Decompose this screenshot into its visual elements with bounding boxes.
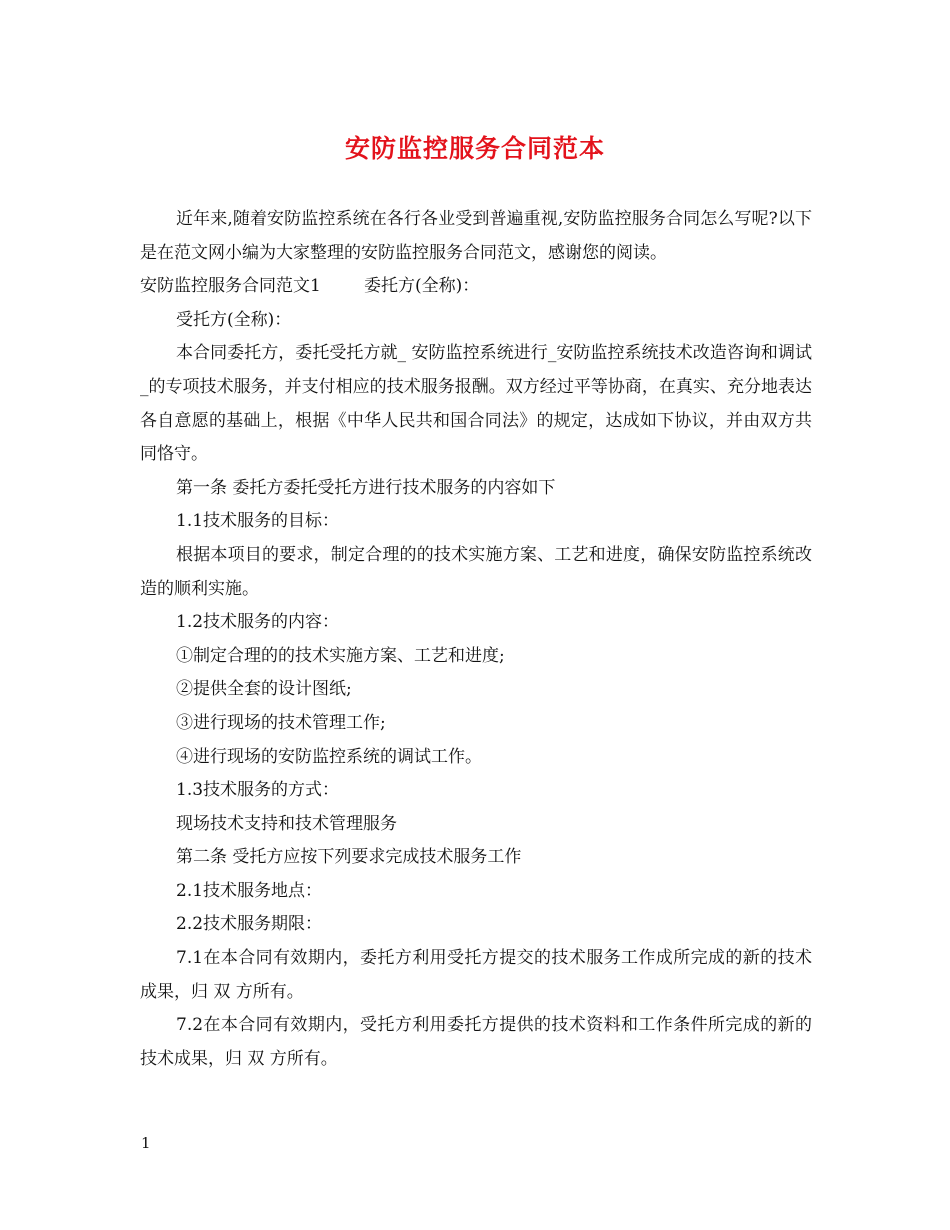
paragraph: 本合同委托方，委托受托方就_ 安防监控系统进行_安防监控系统技术改造咨询和调试_的专项技术服务，并支付相应的技术服务报酬。双方经过平等协商，在真实、充分地表达各自意愿的基础上，根据《中华人民共和国合同法》的规定，达成如下协议，并由双方共同恪守。 xyxy=(140,343,812,465)
paragraph: 第一条 委托方委托受托方进行技术服务的内容如下 xyxy=(176,477,556,498)
paragraph: 1.2技术服务的内容： xyxy=(176,612,340,633)
paragraph: ③进行现场的技术管理工作; xyxy=(176,712,386,733)
paragraph: 1.3技术服务的方式： xyxy=(176,780,340,801)
paragraph: ②提供全套的设计图纸; xyxy=(176,679,352,700)
paragraph: 近年来,随着安防监控系统在各行各业受到普遍重视,安防监控服务合同怎么写呢?以下是在范文网小编为大家整理的安防监控服务合同范文，感谢您的阅读。 xyxy=(140,209,812,263)
paragraph: ④进行现场的安防监控系统的调试工作。 xyxy=(176,746,482,767)
document-title: 安防监控服务合同范本 xyxy=(344,134,605,163)
paragraph: 第二条 受托方应按下列要求完成技术服务工作 xyxy=(176,847,522,868)
paragraph: 2.1技术服务地点： xyxy=(176,880,323,901)
paragraph: 7.2在本合同有效期内，受托方利用委托方提供的技术资料和工作条件所完成的新的技术成果，归 双 方所有。 xyxy=(140,1015,812,1069)
paragraph: ①制定合理的的技术实施方案、工艺和进度; xyxy=(176,645,505,666)
paragraph: 现场技术支持和技术管理服务 xyxy=(176,813,397,834)
paragraph: 7.1在本合同有效期内，委托方利用受托方提交的技术服务工作成所完成的新的技术成果，归 双 方所有。 xyxy=(140,948,812,1002)
document-body xyxy=(140,203,812,1076)
paragraph: 2.2技术服务期限： xyxy=(176,914,323,935)
page-number: 1 xyxy=(141,1134,151,1152)
paragraph: 1.1技术服务的目标： xyxy=(176,511,340,532)
paragraph: 根据本项目的要求，制定合理的的技术实施方案、工艺和进度，确保安防监控系统改造的顺利实施。 xyxy=(140,544,812,599)
paragraph: 受托方(全称)： xyxy=(176,309,292,330)
paragraph: 安防监控服务合同范文1 委托方(全称)： xyxy=(140,276,480,297)
